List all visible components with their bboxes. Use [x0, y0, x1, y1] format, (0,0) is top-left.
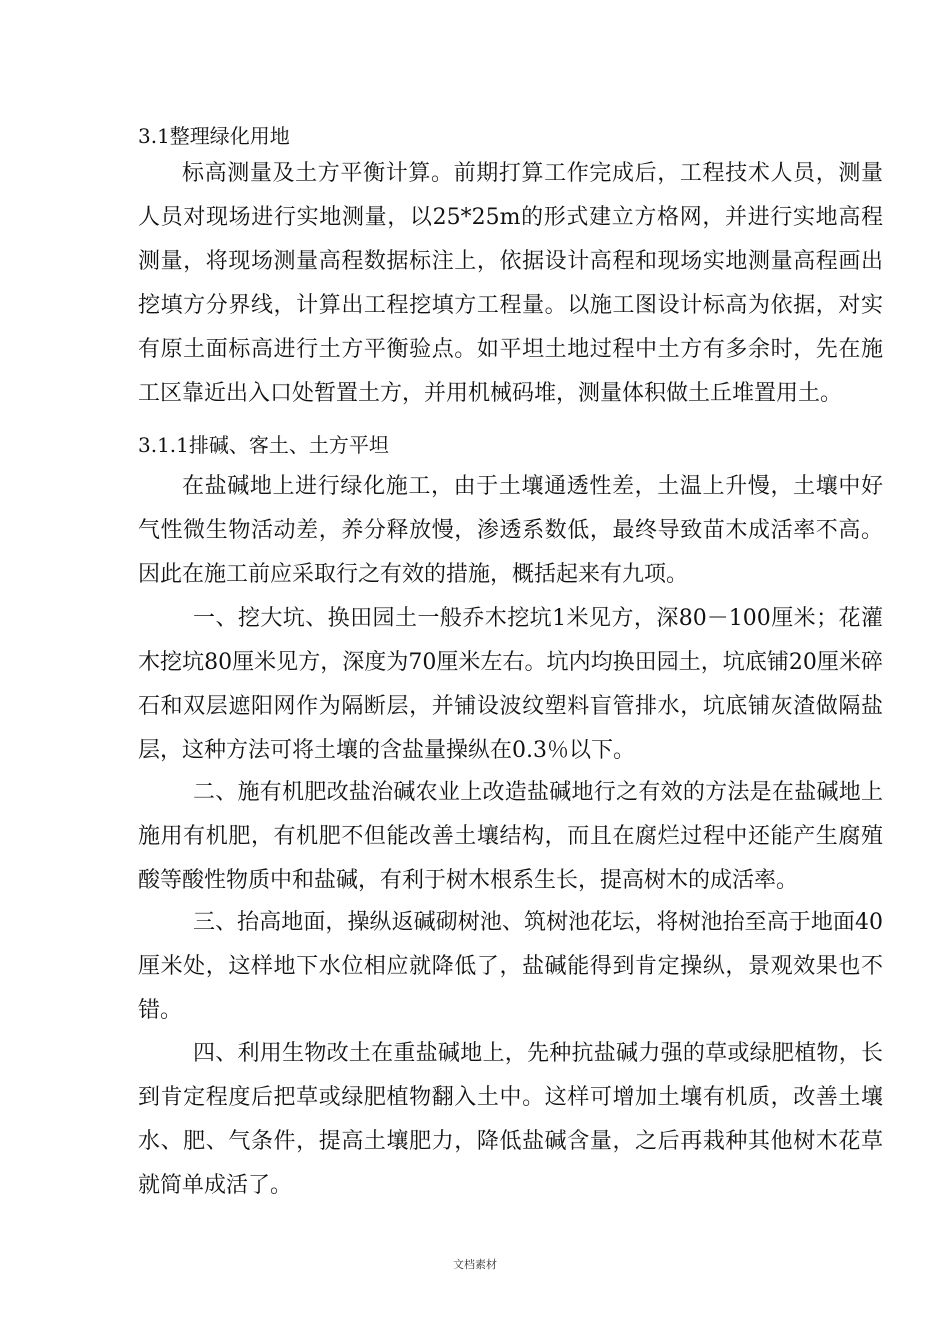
measure-paragraph-3: 三、抬高地面，操纵返碱砌树池、筑树池花坛，将树池抬至高于地面40厘米处，这样地下水位相应就降低了，盐碱能得到肯定操纵，景观效果也不错。 — [138, 910, 883, 1023]
section-heading: 3.1整理绿化用地 — [138, 124, 290, 148]
intro-paragraph: 标高测量及土方平衡计算。前期打算工作完成后，工程技术人员，测量人员对现场进行实地测量，以25*25m的形式建立方格网，并进行实地高程测量，将现场测量高程数据标注上，依据设计高程和现场实地测量高程画出挖填方分界线，计算出工程挖填方工程量。以施工图设计标高为依据，对实有原土面标高进行土方平衡验点。如平坦土地过程中土方有多余时，先在施工区靠近出入口处暂置土方，并用机械码堆，测量体积做土丘堆置用土。 — [138, 161, 883, 406]
page-footer: 文档素材 — [453, 1258, 497, 1271]
measure-paragraph-4: 四、利用生物改土在重盐碱地上，先种抗盐碱力强的草或绿肥植物，长到肯定程度后把草或绿肥植物翻入土中。这样可增加土壤有机质，改善土壤水、肥、气条件，提高土壤肥力，降低盐碱含量，之后再栽种其他树木花草就简单成活了。 — [138, 1041, 883, 1198]
subsection-heading: 3.1.1排碱、客土、土方平坦 — [138, 433, 389, 457]
measure-paragraph-1: 一、挖大坑、换田园土一般乔木挖坑1米见方，深80－100厘米；花灌木挖坑80厘米见方，深度为70厘米左右。坑内均换田园土，坑底铺20厘米碎石和双层遮阳网作为隔断层，并铺设波纹塑料盲管排水，坑底铺灰渣做隔盐层，这种方法可将土壤的含盐量操纵在0.3％以下。 — [138, 606, 883, 763]
measure-paragraph-2: 二、施有机肥改盐治碱农业上改造盐碱地行之有效的方法是在盐碱地上施用有机肥，有机肥不但能改善土壤结构，而且在腐烂过程中还能产生腐殖酸等酸性物质中和盐碱，有利于树木根系生长，提高树木的成活率。 — [138, 780, 883, 893]
subsection-intro-paragraph: 在盐碱地上进行绿化施工，由于土壤通透性差，土温上升慢，土壤中好气性微生物活动差，养分释放慢，渗透系数低，最终导致苗木成活率不高。因此在施工前应采取行之有效的措施，概括起来有九项。 — [138, 474, 883, 587]
